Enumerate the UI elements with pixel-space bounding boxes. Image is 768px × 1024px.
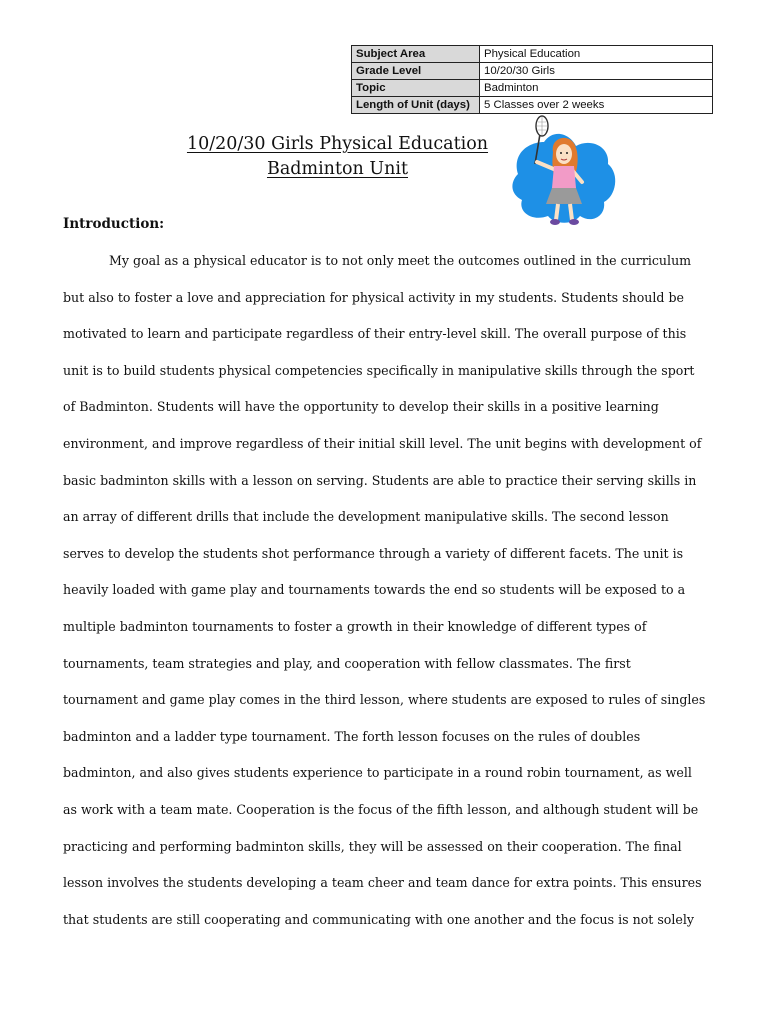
body-line: but also to foster a love and appreciation for physical activity in my students. Students should be xyxy=(63,289,684,305)
body-line: basic badminton skills with a lesson on serving. Students are able to practice their serving skills in xyxy=(63,472,697,488)
info-value: Badminton xyxy=(480,80,713,97)
table-row xyxy=(352,97,713,114)
introduction-heading: Introduction: xyxy=(63,216,165,232)
info-label: Grade Level xyxy=(352,63,480,80)
body-line: badminton and a ladder type tournament. The forth lesson focuses on the rules of doubles xyxy=(63,728,641,744)
shirt xyxy=(552,166,576,188)
body-line: environment, and improve regardless of their initial skill level. The unit begins with development of xyxy=(63,435,702,451)
girl-with-badminton-racket-icon xyxy=(510,112,620,236)
title-line: 10/20/30 Girls Physical Education xyxy=(186,134,489,154)
body-line: of Badminton. Students will have the opportunity to develop their skills in a positive learning xyxy=(63,399,659,415)
face xyxy=(556,144,572,164)
skirt xyxy=(546,188,582,204)
body-line: tournaments, team strategies and play, and cooperation with fellow classmates. The first xyxy=(63,655,631,671)
leg xyxy=(570,204,572,220)
info-label: Topic xyxy=(352,80,480,97)
leg xyxy=(556,204,558,220)
shoe xyxy=(569,219,579,225)
info-label: Subject Area xyxy=(352,46,480,63)
unit-info-table xyxy=(351,45,713,114)
body-line: My goal as a physical educator is to not only meet the outcomes outlined in the curriculum xyxy=(109,253,692,268)
shoe xyxy=(550,219,560,225)
table-row xyxy=(352,46,713,63)
body-line: as work with a team mate. Cooperation is the focus of the fifth lesson, and although student will be xyxy=(63,801,699,817)
page-title xyxy=(140,132,535,182)
title-line: Badminton Unit xyxy=(266,159,408,179)
introduction-body xyxy=(63,248,723,943)
body-line: badminton, and also gives students experience to participate in a round robin tournament, as well xyxy=(63,765,692,781)
body-line: an array of different drills that include the development manipulative skills. The second lesson xyxy=(63,509,669,525)
info-value: Physical Education xyxy=(480,46,713,63)
body-line: tournament and game play comes in the third lesson, where students are exposed to rules of singles xyxy=(63,692,706,708)
body-line: unit is to build students physical competencies specifically in manipulative skills through the sport xyxy=(63,362,695,378)
table-row xyxy=(352,63,713,80)
body-line: multiple badminton tournaments to foster a growth in their knowledge of different types of xyxy=(63,618,647,634)
body-line: serves to develop the students shot performance through a variety of different facets. The unit is xyxy=(63,545,684,561)
body-line: lesson involves the students developing a team cheer and team dance for extra points. This ensures xyxy=(63,875,702,891)
info-value: 10/20/30 Girls xyxy=(480,63,713,80)
table-row xyxy=(352,80,713,97)
body-line: heavily loaded with game play and tournaments towards the end so students will be exposed to a xyxy=(63,582,686,598)
info-value: 5 Classes over 2 weeks xyxy=(480,97,713,114)
body-line: that students are still cooperating and communicating with one another and the focus is not solely xyxy=(63,911,695,927)
info-label: Length of Unit (days) xyxy=(352,97,480,114)
body-line: motivated to learn and participate regardless of their entry-level skill. The overall purpose of this xyxy=(63,326,687,342)
body-line: practicing and performing badminton skills, they will be assessed on their cooperation. The final xyxy=(63,838,682,854)
